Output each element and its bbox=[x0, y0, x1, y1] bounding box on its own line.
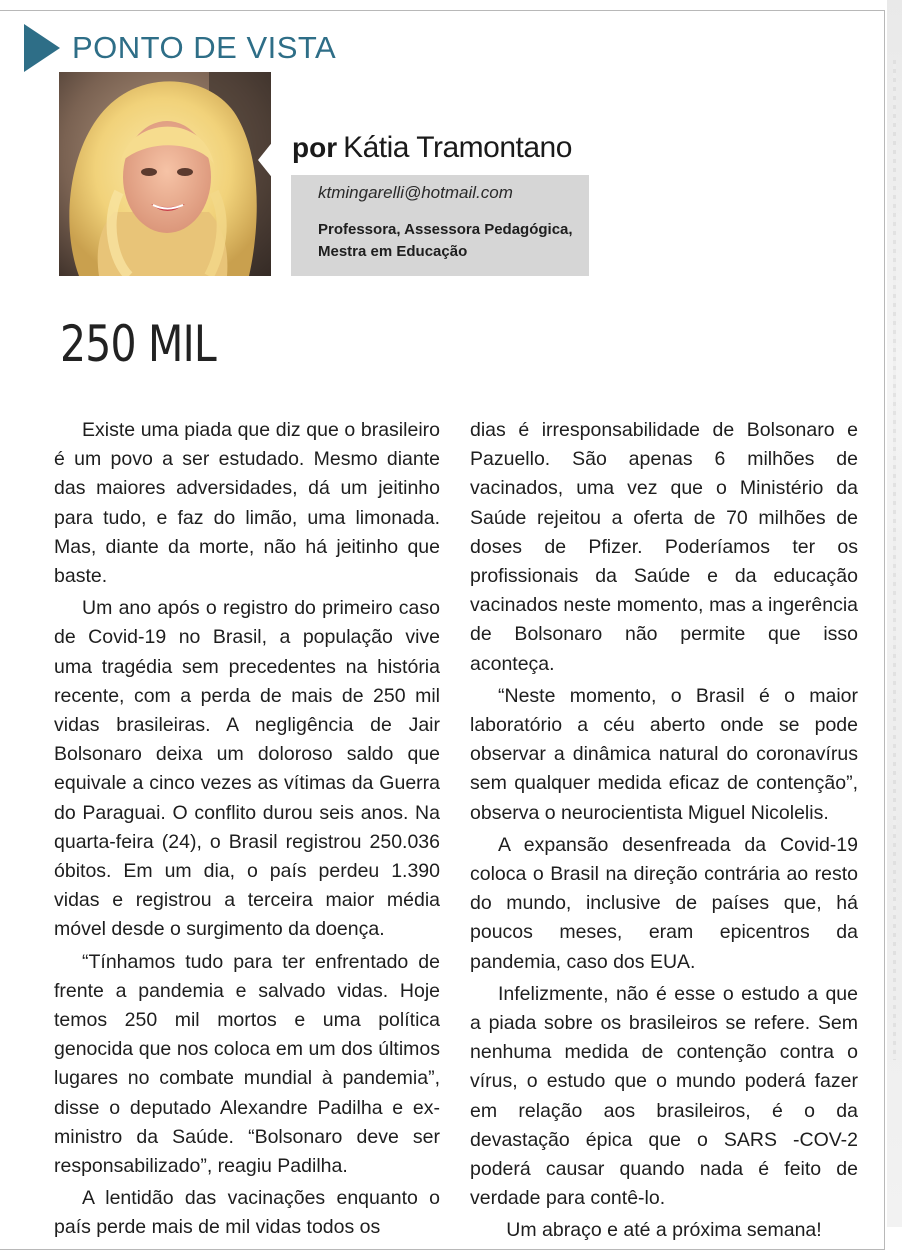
paragraph: “Neste momento, o Brasil é o maior laboratório a céu aberto onde se pode observar a dinâmica natural do coronavírus sem qualquer medida eficaz de contenção”, observa o neurocientista Miguel Nicolelis. bbox=[470, 684, 858, 824]
author-photo bbox=[59, 72, 271, 276]
author-credentials: Professora, Assessora Pedagógica, Mestra em Educação bbox=[318, 221, 573, 260]
paragraph: A expansão desenfreada da Covid-19 coloca o Brasil na direção contrária ao resto do mundo, inclusive de países que, há poucos meses, eram epicentros da pandemia, caso dos EUA. bbox=[470, 833, 858, 973]
author-email[interactable]: ktmingarelli@hotmail.com bbox=[318, 183, 513, 202]
article-headline: 250 MIL bbox=[60, 315, 216, 373]
author-portrait-icon bbox=[59, 72, 271, 276]
photo-notch bbox=[258, 140, 274, 180]
author-byline bbox=[292, 128, 572, 168]
paragraph: Infelizmente, não é esse o estudo a que a piada sobre os brasileiros se refere. Sem nenhuma medida de contenção contra o vírus, o estudo que o mundo poderá fazer em relação aos brasileiros, é o da devastação épica que o SARS -COV-2 poderá causar quando nada é feito de verdade para contê-lo. bbox=[470, 982, 858, 1210]
article-right-column bbox=[470, 416, 858, 1249]
adjacent-page-edge bbox=[887, 0, 902, 1227]
paragraph: dias é irresponsabilidade de Bolsonaro e Pazuello. São apenas 6 milhões de vacinados, uma vez que o Ministério da Saúde rejeitou a oferta de 70 milhões de doses de Pfizer. Poderíamos ter os profissionais da Saúde e da educação vacinados neste momento, mas a ingerência de Bolsonaro não permite que isso aconteça. bbox=[470, 419, 858, 675]
section-marker-icon bbox=[24, 24, 60, 72]
paragraph: A lentidão das vacinações enquanto o país perde mais de mil vidas todos os bbox=[54, 1187, 440, 1239]
paragraph: Existe uma piada que diz que o brasileiro é um povo a ser estudado. Mesmo diante das maiores adversidades, dá um jeitinho para tudo, e faz do limão, uma limonada. Mas, diante da morte, não há jeitinho que baste. bbox=[54, 419, 440, 588]
section-title: PONTO DE VISTA bbox=[72, 30, 337, 65]
closing-line: Um abraço e até a próxima semana! bbox=[506, 1219, 822, 1242]
author-name: Kátia Tramontano bbox=[343, 131, 572, 164]
author-info-box bbox=[291, 175, 589, 276]
paragraph: Um ano após o registro do primeiro caso de Covid-19 no Brasil, a população vive uma tragédia sem precedentes na história recente, com a perda de mais de 250 mil vidas brasileiras. A negligência de Jair Bolsonaro deixa um doloroso saldo que equivale a cinco vezes as vítimas da Guerra do Paraguai. O conflito durou seis anos. Na quarta-feira (24), o Brasil registrou 250.036 óbitos. Em um dia, o país perdeu 1.390 vidas e registrou a terceira maior média móvel desde o surgimento da doença. bbox=[54, 597, 440, 941]
paragraph: “Tínhamos tudo para ter enfrentado de frente a pandemia e salvado vidas. Hoje temos 250 mil mortos e uma política genocida que nos coloca em um dos últimos lugares no combate mundial à pandemia”, disse o deputado Alexandre Padilha e ex-ministro da Saúde. “Bolsonaro deve ser responsabilizado”, reagiu Padilha. bbox=[54, 950, 440, 1178]
byline-prefix: por bbox=[292, 132, 338, 163]
article-left-column bbox=[54, 416, 440, 1246]
